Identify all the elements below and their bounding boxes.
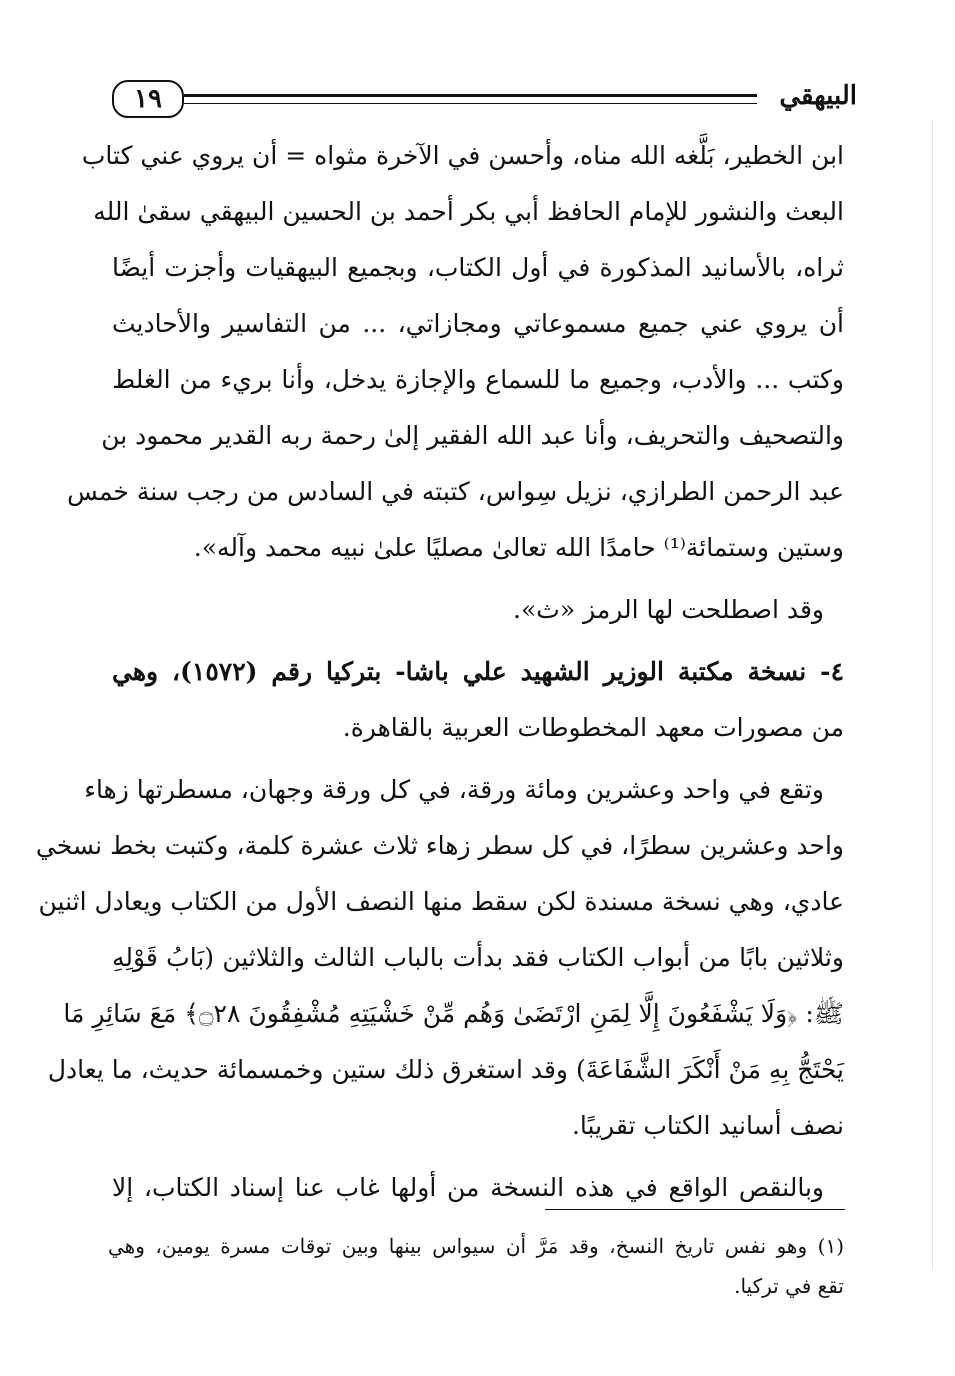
text-line: نصف أسانيد الكتاب تقريبًا. [571, 1111, 844, 1140]
text-line: يَحْتَجُّ بِهِ مَنْ أَنْكَرَ الشَّفَاعَةَ) وقد استغرق ذلك ستين وخمسمائة حديث، ما يعادل [47, 1055, 844, 1084]
header-rule [184, 94, 757, 104]
quran-verse-line: ﷺ: ﴿وَلَا يَشْفَعُونَ إِلَّا لِمَنِ ارْتَضَىٰ وَهُم مِّنْ خَشْيَتِهِ مُشْفِقُونَ ۝٢٨﴾ مَعَ سَائِرِ مَا [63, 999, 844, 1028]
body-text [35, 128, 844, 1216]
text-line: وثلاثين بابًا من أبواب الكتاب فقد بدأت بالباب الثالث والثلاثين (بَابُ قَوْلِهِ [112, 943, 844, 972]
text-line: عبد الرحمن الطرازي، نزيل سِواس، كتبته في السادس من رجب سنة خمس [67, 477, 844, 506]
page-header [112, 78, 857, 118]
text-line: ابن الخطير، بَلَّغه الله مناه، وأحسن في الآخرة مثواه = أن يروي عني كتاب [81, 141, 844, 170]
text-line: وستين وستمائة⁽¹⁾ حامدًا الله تعالىٰ مصليًا علىٰ نبيه محمد وآله». [193, 533, 844, 562]
running-title: البيهقي [779, 81, 857, 111]
text-line: وقد اصطلحت لها الرمز «ث». [513, 595, 824, 624]
text-line: ثراه، بالأسانيد المذكورة في أول الكتاب، وبجميع البيهقيات وأجزت أيضًا [112, 253, 844, 282]
text-line: عادي، وهي نسخة مسندة لكن سقط منها النصف الأول من الكتاب ويعادل اثنين [38, 887, 844, 916]
footnote-line: (١) وهو نفس تاريخ النسخ، وقد مَرَّ أن سيواس بينها وبين توقات مسرة يومين، وهي [108, 1234, 844, 1258]
footnote-line: تقع في تركيا. [734, 1274, 844, 1298]
page-number: ١٩ [112, 80, 184, 118]
section-heading: ٤- نسخة مكتبة الوزير الشهيد علي باشا- بتركيا رقم (١٥٧٢)، وهي [112, 657, 844, 686]
text-line: وبالنقص الواقع في هذه النسخة من أولها غاب عنا إسناد الكتاب، إلا [112, 1173, 824, 1202]
text-line: وكتب ... والأدب، وجميع ما للسماع والإجازة يدخل، وأنا بريء من الغلط [112, 365, 844, 394]
text-line: وتقع في واحد وعشرين ومائة ورقة، في كل ورقة وجهان، مسطرتها زهاء [84, 775, 824, 804]
page-edge-shadow [932, 120, 933, 1270]
text-line: واحد وعشرين سطرًا، في كل سطر زهاء ثلاث عشرة كلمة، وكتبت بخط نسخي [35, 831, 844, 860]
footnote-separator [545, 1209, 845, 1210]
text-line: من مصورات معهد المخطوطات العربية بالقاهرة. [342, 713, 844, 742]
text-line: والتصحيف والتحريف، وأنا عبد الله الفقير إلىٰ رحمة ربه القدير محمود بن [101, 421, 844, 450]
text-line: أن يروي عني جميع مسموعاتي ومجازاتي، ... من التفاسير والأحاديث [112, 309, 844, 338]
footnotes [108, 1226, 844, 1306]
text-line: البعث والنشور للإمام الحافظ أبي بكر أحمد بن الحسين البيهقي سقىٰ الله [93, 197, 844, 226]
